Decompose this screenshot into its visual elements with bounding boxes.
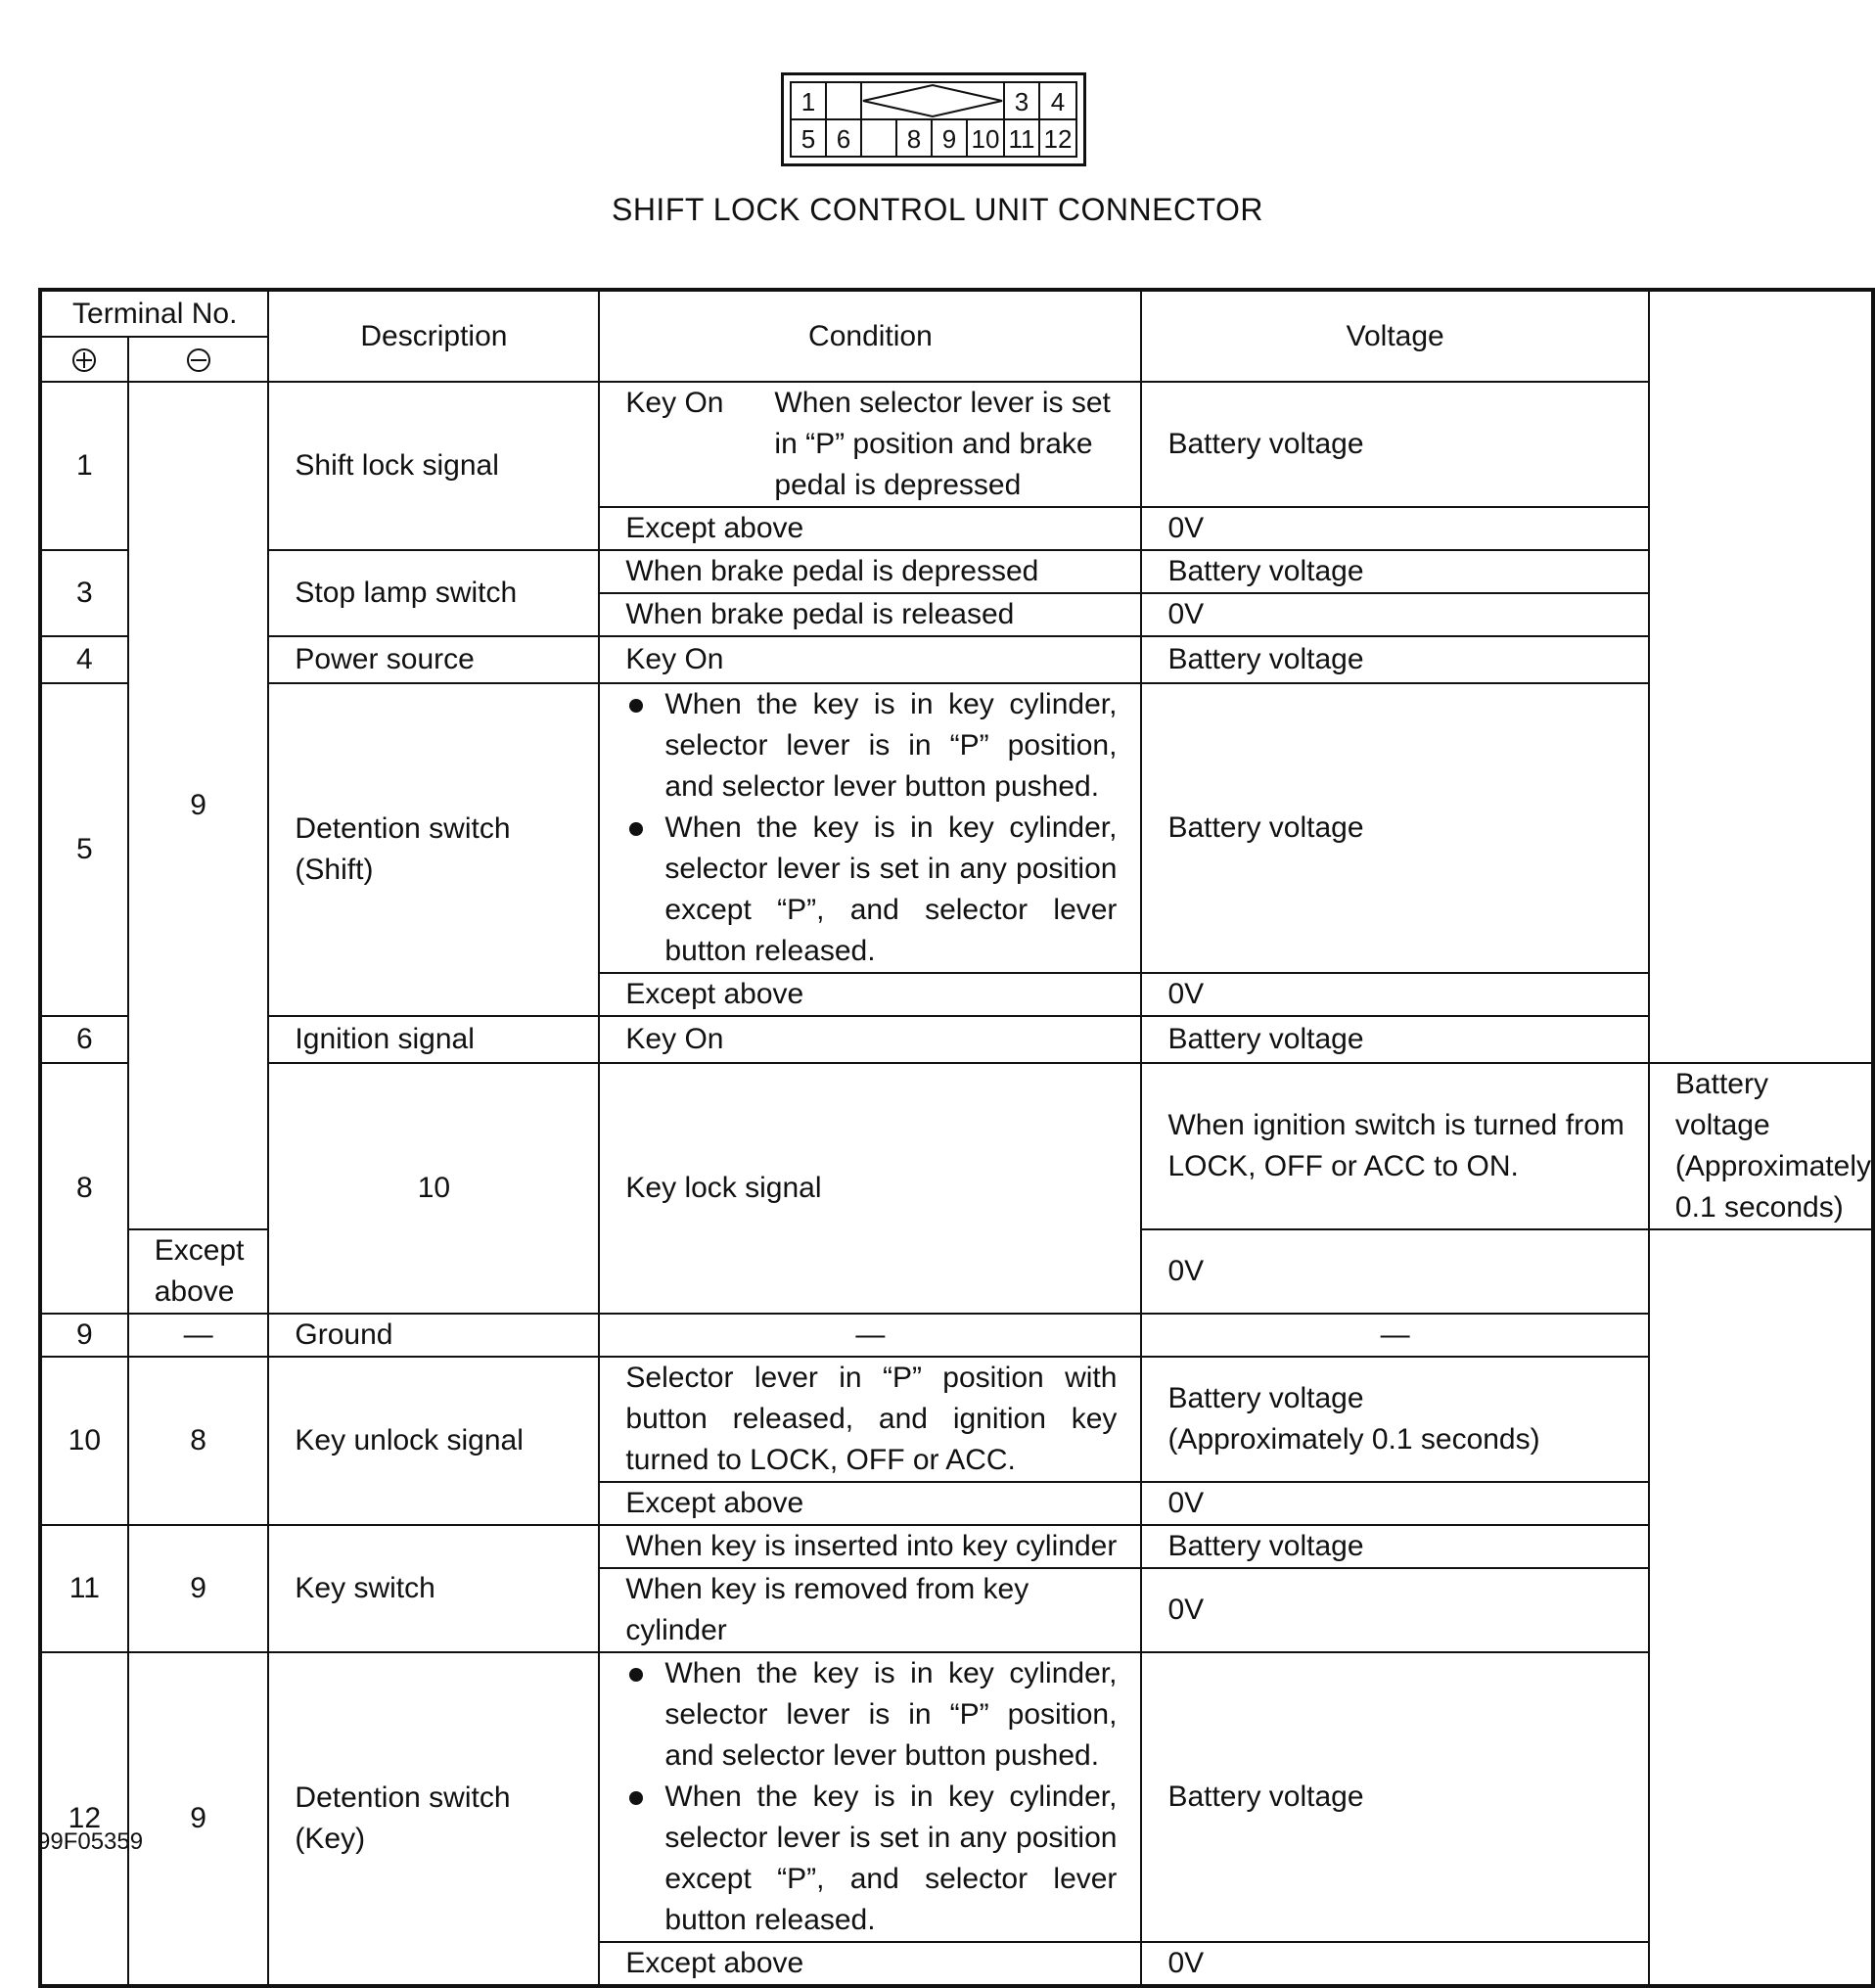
condition-text: When selector lever is set in “P” position and brake pedal is depressed bbox=[774, 387, 1111, 501]
condition-cell: When key is removed from key cylinder bbox=[599, 1568, 1141, 1652]
table-row bbox=[40, 1525, 1873, 1568]
connector-pin: 12 bbox=[1043, 124, 1073, 154]
voltage-cell: Battery voltage bbox=[1141, 683, 1648, 973]
connector-pin: 5 bbox=[800, 124, 816, 154]
header-voltage: Voltage bbox=[1141, 290, 1648, 382]
condition-cell: When brake pedal is released bbox=[599, 593, 1141, 636]
terminal-plus: 3 bbox=[40, 550, 128, 636]
header-minus bbox=[128, 337, 269, 382]
condition-cell: When brake pedal is depressed bbox=[599, 550, 1141, 593]
voltage-cell: — bbox=[1141, 1314, 1648, 1357]
voltage-note: (Approximately 0.1 seconds) bbox=[1167, 1423, 1540, 1456]
description-cell: Stop lamp switch bbox=[268, 550, 599, 636]
condition-bullet: When the key is in key cylinder, selector lever is set in any position except “P”, and selector lever button released. bbox=[625, 808, 1117, 972]
table-row bbox=[40, 636, 1873, 683]
voltage-note: (Approximately 0.1 seconds) bbox=[1674, 1150, 1871, 1224]
voltage-cell: Battery voltage bbox=[1141, 636, 1648, 683]
condition-cell: Except above bbox=[599, 1942, 1141, 1986]
voltage-text: Battery voltage bbox=[1167, 1382, 1364, 1414]
terminal-minus: 8 bbox=[128, 1357, 269, 1525]
table-row bbox=[40, 550, 1873, 593]
header-description: Description bbox=[268, 290, 599, 382]
table-row bbox=[40, 1063, 1873, 1229]
voltage-cell: 0V bbox=[1141, 1482, 1648, 1525]
voltage-cell: 0V bbox=[1141, 593, 1648, 636]
condition-cell: When ignition switch is turned from LOCK, OFF or ACC to ON. bbox=[1141, 1063, 1648, 1229]
terminal-plus: 12 bbox=[40, 1652, 128, 1986]
header-plus bbox=[40, 337, 128, 382]
description-cell: Shift lock signal bbox=[268, 382, 599, 550]
table-row bbox=[40, 1314, 1873, 1357]
condition-cell: Key On bbox=[599, 636, 1141, 683]
connector-title: SHIFT LOCK CONTROL UNIT CONNECTOR bbox=[611, 192, 1264, 227]
condition-cell bbox=[599, 683, 1141, 973]
voltage-cell: 0V bbox=[1141, 507, 1648, 550]
terminal-minus: 9 bbox=[128, 1525, 269, 1652]
terminal-minus: 9 bbox=[128, 382, 269, 1229]
condition-cell bbox=[599, 1652, 1141, 1942]
condition-cell: When key is inserted into key cylinder bbox=[599, 1525, 1141, 1568]
terminal-plus: 6 bbox=[40, 1016, 128, 1063]
condition-cell: Except above bbox=[599, 507, 1141, 550]
condition-cell bbox=[599, 382, 1141, 507]
description-cell: Key unlock signal bbox=[268, 1357, 599, 1525]
table-row bbox=[40, 683, 1873, 973]
voltage-cell: Battery voltage bbox=[1141, 1525, 1648, 1568]
connector-pin: 1 bbox=[800, 87, 816, 116]
terminal-plus: 1 bbox=[40, 382, 128, 550]
description-text: Detention switch (Shift) bbox=[295, 812, 511, 886]
condition-bullet: When the key is in key cylinder, selector lever is in “P” position, and selector lever button pushed. bbox=[625, 684, 1117, 808]
connector-pin: 11 bbox=[1008, 124, 1035, 154]
connector-pin: 6 bbox=[836, 124, 851, 154]
terminal-plus: 10 bbox=[40, 1357, 128, 1525]
description-cell: Key switch bbox=[268, 1525, 599, 1652]
connector-pin: 9 bbox=[941, 124, 957, 154]
voltage-text: Battery voltage bbox=[1674, 1068, 1770, 1141]
condition-cell: Key On bbox=[599, 1016, 1141, 1063]
terminal-table bbox=[38, 288, 1875, 1988]
header-condition: Condition bbox=[599, 290, 1141, 382]
condition-bullet: When the key is in key cylinder, selector lever is set in any position except “P”, and selector lever button released. bbox=[625, 1777, 1117, 1941]
description-cell: Ground bbox=[268, 1314, 599, 1357]
header-terminal-no: Terminal No. bbox=[40, 290, 268, 337]
description-cell: Key lock signal bbox=[599, 1063, 1141, 1314]
voltage-cell: Battery voltage bbox=[1141, 1652, 1648, 1942]
voltage-cell: 0V bbox=[1141, 1568, 1648, 1652]
voltage-cell: 0V bbox=[1141, 1229, 1648, 1314]
voltage-cell: 0V bbox=[1141, 973, 1648, 1016]
voltage-cell: Battery voltage bbox=[1141, 382, 1648, 507]
connector-pin: 8 bbox=[906, 124, 922, 154]
table-row bbox=[40, 382, 1873, 507]
terminal-plus: 8 bbox=[40, 1063, 128, 1314]
table-row bbox=[40, 1652, 1873, 1942]
condition-cell: Except above bbox=[599, 1482, 1141, 1525]
description-text: Detention switch (Key) bbox=[295, 1781, 511, 1855]
voltage-cell: 0V bbox=[1141, 1942, 1648, 1986]
terminal-plus: 9 bbox=[40, 1314, 128, 1357]
minus-circle-icon bbox=[186, 347, 211, 373]
condition-bullet: When the key is in key cylinder, selector lever is in “P” position, and selector lever button pushed. bbox=[625, 1653, 1117, 1777]
condition-cell: Except above bbox=[128, 1229, 269, 1314]
voltage-cell: Battery voltage bbox=[1141, 1016, 1648, 1063]
condition-key-on-label: Key On bbox=[625, 387, 724, 419]
description-cell bbox=[268, 1652, 599, 1986]
condition-cell: Selector lever in “P” position with button released, and ignition key turned to LOCK, OFF or ACC. bbox=[599, 1357, 1141, 1482]
connector-pin: 10 bbox=[971, 124, 1000, 154]
condition-cell: Except above bbox=[599, 973, 1141, 1016]
plus-circle-icon bbox=[71, 347, 97, 373]
terminal-plus: 11 bbox=[40, 1525, 128, 1652]
description-cell: Ignition signal bbox=[268, 1016, 599, 1063]
terminal-plus: 5 bbox=[40, 683, 128, 1016]
connector-pin: 4 bbox=[1050, 87, 1066, 116]
table-row bbox=[40, 1016, 1873, 1063]
description-cell bbox=[268, 683, 599, 1016]
voltage-cell bbox=[1649, 1063, 1873, 1229]
terminal-plus: 4 bbox=[40, 636, 128, 683]
figure-code: 99F05359 bbox=[37, 1828, 144, 1855]
connector-pin: 3 bbox=[1014, 87, 1029, 116]
voltage-cell: Battery voltage bbox=[1141, 550, 1648, 593]
terminal-minus: 9 bbox=[128, 1652, 269, 1986]
table-row bbox=[40, 1357, 1873, 1482]
connector-diagram bbox=[781, 72, 1086, 166]
terminal-minus: 10 bbox=[268, 1063, 599, 1314]
terminal-minus: — bbox=[128, 1314, 269, 1357]
description-cell: Power source bbox=[268, 636, 599, 683]
condition-cell: — bbox=[599, 1314, 1141, 1357]
voltage-cell bbox=[1141, 1357, 1648, 1482]
